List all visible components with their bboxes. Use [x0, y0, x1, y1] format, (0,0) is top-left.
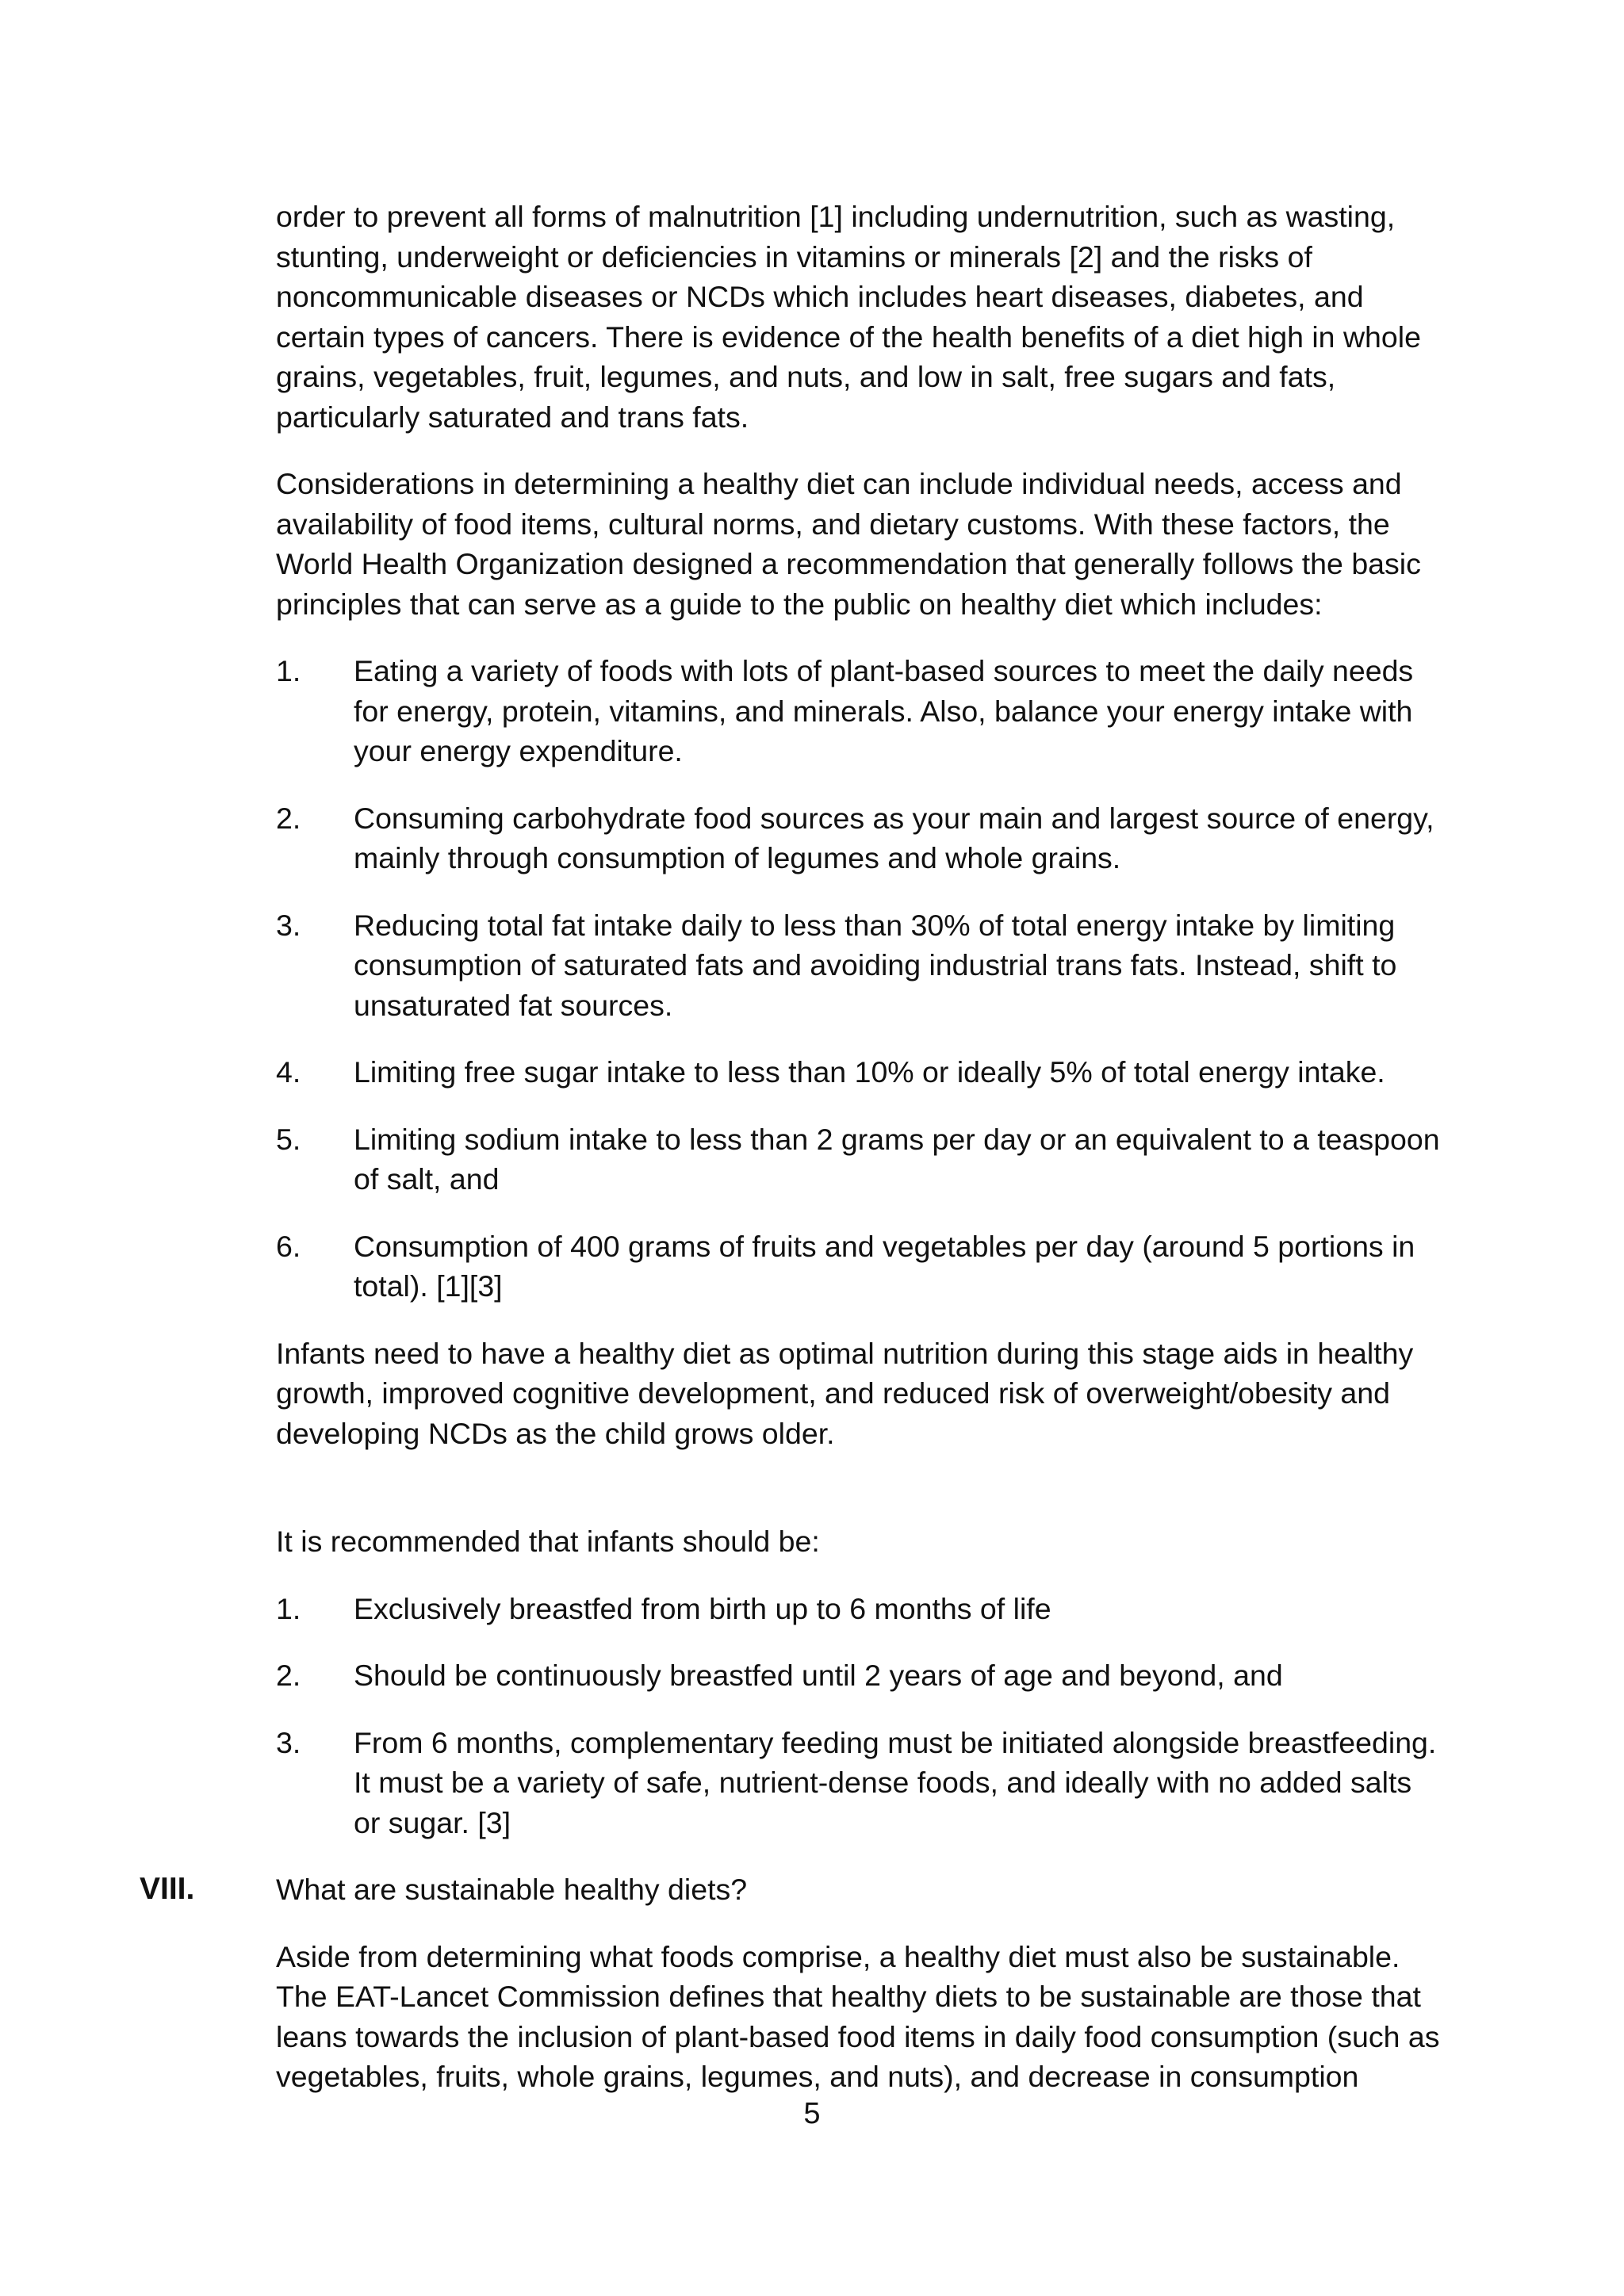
paragraph-infants: Infants need to have a healthy diet as optimal nutrition during this stage aids in healthy growth, improved cognitive development, and reduced risk of overweight/obesity and developing NCDs as the child grows older.	[276, 1336, 1414, 1450]
paragraph-sustainable-diets: Aside from determining what foods comprise, a healthy diet must also be sustainable. The EAT-Lancet Commission defines that healthy diets to be sustainable are those that leans towards the inclusion of plant-based food items in daily food consumption (such as vegetables, fruits, whole grains, legumes, and nuts), and decrease in consumption	[276, 1939, 1440, 2093]
list-item-text: Limiting free sugar intake to less than 10% or ideally 5% of total energy intake.	[354, 1055, 1385, 1089]
list-item	[276, 1655, 1443, 1696]
list-item	[276, 905, 1443, 1026]
infant-recommendation-list	[276, 1589, 1443, 1843]
list-item-text: Consumption of 400 grams of fruits and vegetables per day (around 5 portions in total). [1][3]	[354, 1229, 1415, 1303]
list-item-number: 6.	[276, 1229, 301, 1263]
list-item-text: Reducing total fat intake daily to less than 30% of total energy intake by limiting consumption of saturated fats and avoiding industrial trans fats. Instead, shift to unsaturated fat sources.	[354, 908, 1397, 1022]
paragraph-malnutrition: order to prevent all forms of malnutrition [1] including undernutrition, such as wasting, stunting, underweight or deficiencies in vitamins or minerals [2] and the risks of noncommunicable diseases or NCDs which includes heart diseases, diabetes, and certain types of cancers. There is evidence of the health benefits of a diet high in whole grains, vegetables, fruit, legumes, and nuts, and low in salt, free sugars and fats, particularly saturated and trans fats.	[276, 200, 1421, 434]
list-item-number: 5.	[276, 1122, 301, 1156]
list-item	[276, 798, 1443, 878]
who-recommendation-list	[276, 651, 1443, 1307]
page-content	[140, 197, 1443, 2124]
list-item	[276, 1052, 1443, 1093]
list-item	[276, 1723, 1443, 1843]
list-item-text: Exclusively breastfed from birth up to 6 months of life	[354, 1591, 1051, 1625]
list-item-number: 4.	[276, 1055, 301, 1089]
section-number: VIII.	[140, 1872, 195, 1906]
section-title: What are sustainable healthy diets?	[276, 1873, 748, 1906]
list-item-text: From 6 months, complementary feeding must be initiated alongside breastfeeding. It must be a variety of safe, nutrient-dense foods, and ideally with no added salts or sugar. [3]	[354, 1725, 1437, 1839]
list-item-text: Consuming carbohydrate food sources as your main and largest source of energy, mainly through consumption of legumes and whole grains.	[354, 801, 1434, 874]
list-item	[276, 1589, 1443, 1629]
list-item-number: 1.	[276, 1591, 301, 1625]
paragraph-considerations: Considerations in determining a healthy diet can include individual needs, access and availability of food items, cultural norms, and dietary customs. With these factors, the World Health Organization designed a recommendation that generally follows the basic principles that can serve as a guide to the public on healthy diet which includes:	[276, 467, 1421, 621]
page-number: 5	[803, 2097, 821, 2130]
list-item	[276, 1119, 1443, 1200]
paragraph-infant-recommendation: It is recommended that infants should be:	[276, 1525, 820, 1558]
list-item	[276, 651, 1443, 771]
list-item-text: Eating a variety of foods with lots of plant-based sources to meet the daily needs for energy, protein, vitamins, and minerals. Also, balance your energy intake with your energy expenditure.	[354, 654, 1414, 767]
section-heading	[140, 1869, 1443, 1910]
list-item-number: 3.	[276, 1725, 301, 1759]
list-item-text: Should be continuously breastfed until 2 years of age and beyond, and	[354, 1659, 1283, 1692]
list-item-number: 1.	[276, 654, 301, 687]
list-item	[276, 1226, 1443, 1307]
list-item-number: 2.	[276, 801, 301, 835]
list-item-number: 3.	[276, 908, 301, 942]
list-item-text: Limiting sodium intake to less than 2 grams per day or an equivalent to a teaspoon of salt, and	[354, 1122, 1440, 1196]
list-item-number: 2.	[276, 1659, 301, 1692]
